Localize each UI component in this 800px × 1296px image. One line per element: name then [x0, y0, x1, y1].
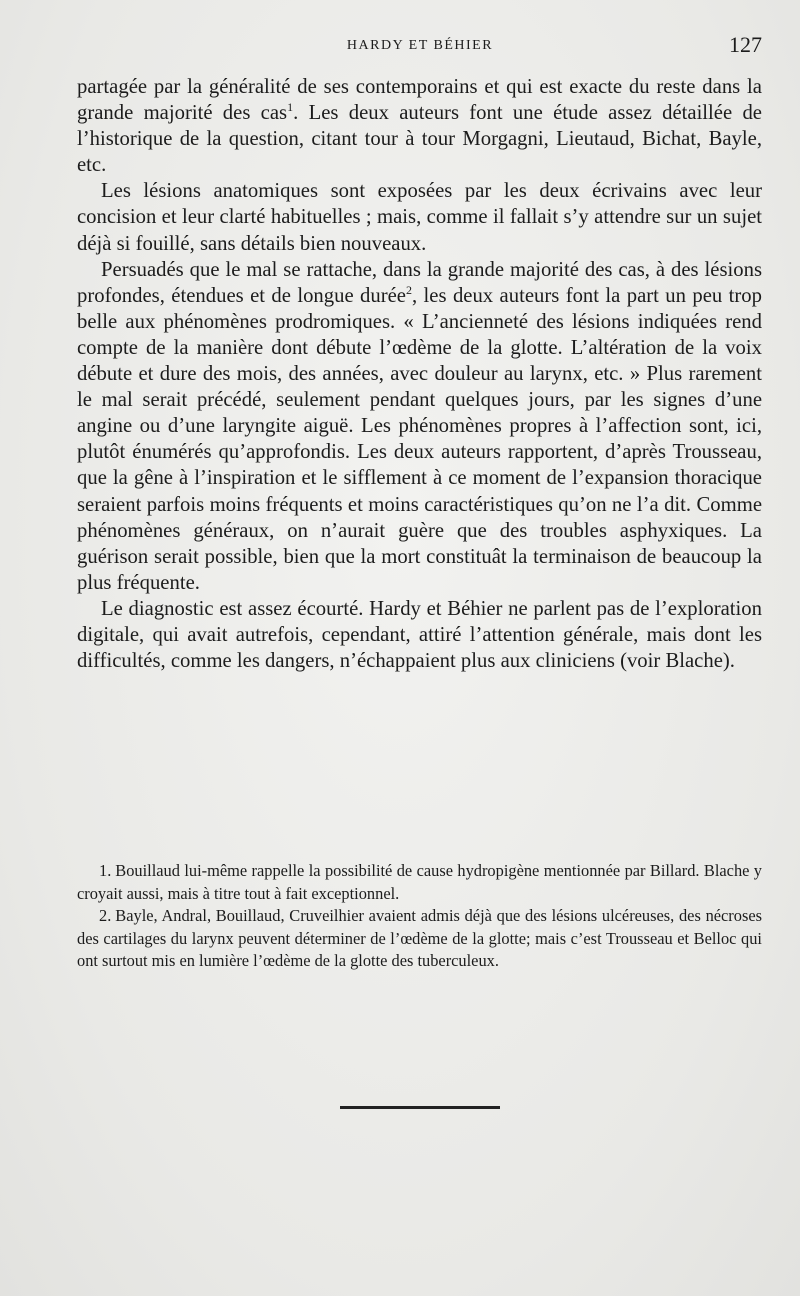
- footnote-1: [77, 860, 762, 905]
- end-rule: [340, 1106, 500, 1109]
- running-head: [0, 34, 800, 58]
- footnote-1-number: 1.: [99, 861, 112, 880]
- paragraph-3-text: Persuadés que le mal se rattache, dans la grande majorité des cas, à des lésions profondes, étendues et de longue durée: [77, 258, 762, 307]
- paragraph-3-text-after: , les deux auteurs font la part un peu trop belle aux phénomènes prodromiques. « L’ancienneté des lésions indiquées rend compte de la manière dont débute l’œdème de la glotte. L’altération de la voix débute et dure des mois, des années, avec douleur au larynx, etc. » Plus rarement le mal serait précédé, seulement pendant quelques jours, par les signes d’une angine ou d’une laryngite aiguë. Les phénomènes propres à l’affection sont, ici, plutôt énumérés qu’approfondis. Les deux auteurs rapportent, d’après Trousseau, que la gêne à l’inspiration et le sifflement à ce moment de l’expansion thoracique seraient parfois moins fréquents et moins caractéristiques qu’on ne l’a dit. Comme phénomènes généraux, on n’aurait guère que des troubles asphyxiques. La guérison serait possible, bien que la mort constituât la terminaison de beaucoup la plus fréquente.: [77, 284, 762, 594]
- running-title: HARDY ET BÉHIER: [346, 38, 494, 53]
- footnote-1-text: Bouillaud lui-même rappelle la possibilité de cause hydropigène mentionnée par Billard. Blache y croyait aussi, mais à titre tout à fait exceptionnel.: [77, 861, 762, 903]
- footnote-2: [77, 905, 762, 973]
- paragraph-1: [77, 74, 762, 178]
- paragraph-1-text-after: . Les deux auteurs font une étude assez détaillée de l’historique de la question, citant tour à tour Morgagni, Lieutaud, Bichat, Bayle, etc.: [77, 102, 762, 177]
- paragraph-3: [77, 257, 762, 596]
- footnote-ref-1: 1: [287, 100, 294, 115]
- footnote-2-number: 2.: [99, 906, 112, 926]
- page-number: 127: [729, 32, 762, 57]
- paragraph-4: Le diagnostic est assez écourté. Hardy et Béhier ne parlent pas de l’exploration digitale, qui avait autrefois, cependant, attiré l’attention générale, mais dont les difficultés, comme les dangers, n’échappaient plus aux cliniciens (voir Blache).: [77, 597, 762, 673]
- main-text: [77, 74, 762, 674]
- footnotes: [77, 860, 762, 973]
- footnote-ref-2: 2: [405, 282, 412, 297]
- footnote-2-text: Bayle, Andral, Bouillaud, Cruveilhier avaient admis déjà que des lésions ulcéreuses, des nécroses des cartilages du larynx peuvent déterminer de l’œdème de la glotte; mais c’est Trousseau et Belloc qui ont surtout mis en lumière l’œdème de la glotte des tuberculeux.: [77, 906, 762, 971]
- paragraph-1-text: partagée par la généralité de ses contemporains et qui est exacte du reste dans la grande majorité des cas: [77, 76, 762, 125]
- paragraph-2: Les lésions anatomiques sont exposées par les deux écrivains avec leur concision et leur clarté habituelles ; mais, comme il fallait s’y attendre sur un sujet déjà si fouillé, sans détails bien nouveaux.: [77, 180, 762, 255]
